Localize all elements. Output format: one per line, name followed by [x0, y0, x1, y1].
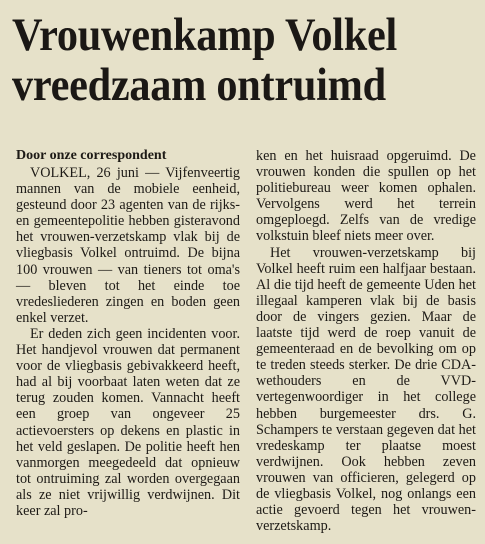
headline-line-2: vreedzaam ontruimd	[12, 59, 386, 111]
headline-line-1: Vrouwenkamp Volkel	[12, 9, 397, 61]
article-paragraph: Het vrouwen-verzetskamp bij Volkel heeft ruim een halfjaar bestaan. Al die tijd heeft de gemeente Uden het illegaal kamperen vlak bij de basis door de vingers gezien. Maar de laatste tijd werd de roep vanuit de gemeenteraad en de bevolking om op te treden steeds sterker. De drie CDA-wethouders en de VVD-vertegenwoordiger in het college hebben burgemeester drs. G. Schampers te verstaan gegeven dat het vredeskamp ter plaatse moest verdwijnen. Ook hebben zeven vrouwen van officieren, gelegerd op de vliegbasis Volkel, nog onlangs een actie gevoerd tegen het vrouwen-verzetskamp.	[256, 244, 476, 535]
article-column-left	[16, 165, 240, 519]
article-paragraph: VOLKEL, 26 juni — Vijfenveertig mannen van de mobiele eenheid, gesteund door 23 agenten van de rijks- en gemeentepolitie hebben gisteravond het vrouwen-verzetskamp vlak bij de vliegbasis Volkel ontruimd. De bijna 100 vrouwen — van tieners tot oma's — bleven tot het einde toe vredesliederen zingen en boden geen enkel verzet.	[16, 165, 240, 326]
article-paragraph-continued: ken en het huisraad opgeruimd. De vrouwen konden die spullen op het politiebureau weer komen ophalen. Vervolgens werd het terrein omgeploegd. Zelfs van de vredige volkstuin bleef niets meer over.	[256, 148, 476, 245]
byline: Door onze correspondent	[16, 148, 167, 163]
headline	[12, 10, 428, 110]
article-column-right	[256, 148, 476, 534]
article-paragraph: Er deden zich geen incidenten voor. Het handjevol vrouwen dat permanent voor de vliegbasis gebivakkeerd heeft, had al bij voorbaat laten weten dat ze terug zouden komen. Vannacht heeft een groep van ongeveer 25 actievoersters op dekens en plastic in het veld geslapen. De politie heeft hen vanmorgen meegedeeld dat opnieuw tot ontruiming zal worden overgegaan als ze niet vrijwillig verdwijnen. Dit keer zal pro-	[16, 325, 240, 519]
